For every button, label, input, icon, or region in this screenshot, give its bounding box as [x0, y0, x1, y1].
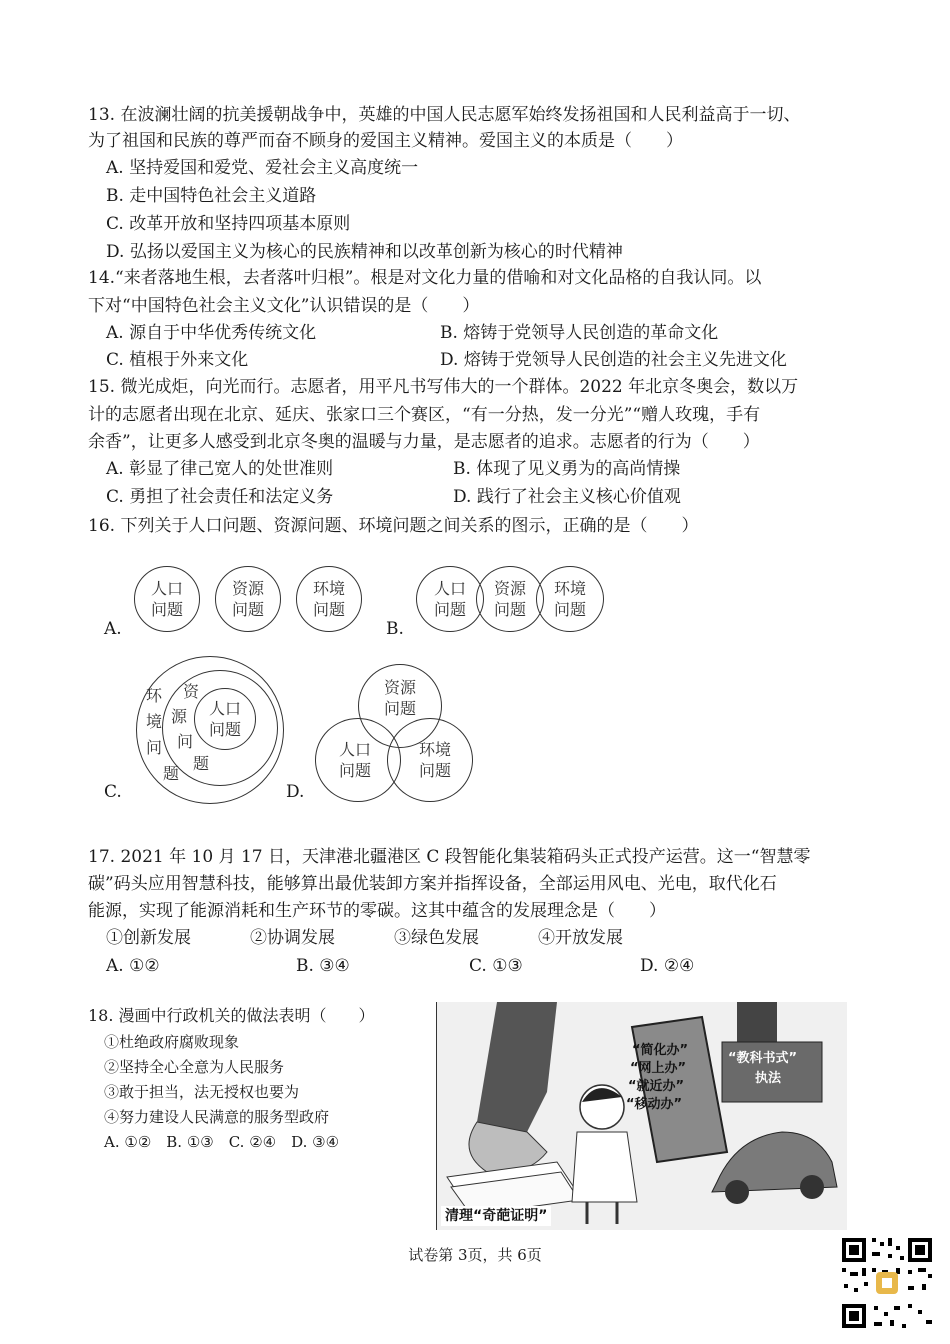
- q18-item-2: ②坚持全心全意为人民服务: [104, 1058, 285, 1076]
- q17-item-1: ①创新发展: [106, 928, 191, 948]
- diagram-c-res-text-4: 题: [192, 754, 209, 773]
- q18-item-4: ④努力建设人民满意的服务型政府: [104, 1108, 330, 1126]
- q14-stem-line1: 14.“来者落地生根，去者落叶归根”。根是对文化力量的借喻和对文化品格的自我认同。以: [88, 268, 762, 288]
- q17-option-d[interactable]: D. ②④: [640, 956, 695, 976]
- diagram-c-env-text-1: 环: [145, 686, 162, 705]
- q14-option-d[interactable]: D. 熔铸于党领导人民创造的社会主义先进文化: [440, 350, 787, 370]
- q13-stem-line1: 13. 在波澜壮阔的抗美援朝战争中，英雄的中国人民志愿军始终发扬祖国和人民利益高于一切、: [88, 105, 801, 125]
- q16-stem: 16. 下列关于人口问题、资源问题、环境问题之间关系的图示，正确的是（ ）: [88, 516, 699, 536]
- q13-option-c[interactable]: C. 改革开放和坚持四项基本原则: [106, 214, 351, 234]
- cartoon-drawing: [437, 1002, 847, 1230]
- q17-item-2: ②协调发展: [250, 928, 335, 948]
- q16-label-b[interactable]: B.: [386, 619, 404, 639]
- diagram-c-env-text-3: 问: [145, 738, 162, 757]
- q17-stem-line2: 碳”码头应用智慧科技，能够算出最优装卸方案并指挥设备，全部运用风电、光电，取代化石: [88, 874, 777, 894]
- q17-stem-line3: 能源，实现了能源消耗和生产环节的零碳。这其中蕴含的发展理念是（ ）: [88, 901, 666, 921]
- board-text-2: “网上办”: [630, 1061, 687, 1076]
- diagram-b-environment-circle: 环境问题: [536, 566, 604, 632]
- q14-stem-line2: 下对“中国特色社会主义文化”认识错误的是（ ）: [88, 296, 480, 316]
- q15-option-a[interactable]: A. 彰显了律己宽人的处世准则: [106, 459, 334, 479]
- page-footer: 试卷第 3页，共 6页: [408, 1246, 542, 1264]
- q18-options[interactable]: A. ①② B. ①③ C. ②④ D. ③④: [104, 1133, 340, 1151]
- q18-item-3: ③敢于担当，法无授权也要为: [104, 1083, 300, 1101]
- q18-item-1: ①杜绝政府腐败现象: [104, 1033, 240, 1051]
- q14-option-c[interactable]: C. 植根于外来文化: [106, 350, 249, 370]
- q18-stem: 18. 漫画中行政机关的做法表明（ ）: [88, 1006, 375, 1025]
- diagram-b-population-circle: 人口问题: [416, 566, 484, 632]
- diagram-c-res-text-1: 资: [182, 682, 199, 701]
- sign-text-line2: 执法: [755, 1071, 782, 1086]
- q16-label-c[interactable]: C.: [104, 782, 122, 802]
- diagram-c-res-text-3: 问: [176, 732, 193, 751]
- q17-option-b[interactable]: B. ③④: [296, 956, 350, 976]
- diagram-d-resource-circle: 资源问题: [358, 664, 442, 748]
- cartoon-caption: 清理“奇葩证明”: [441, 1206, 551, 1226]
- board-text-4: “移动办”: [626, 1097, 683, 1112]
- q15-option-b[interactable]: B. 体现了见义勇为的高尚情操: [453, 459, 681, 479]
- qr-code-icon[interactable]: [838, 1234, 936, 1332]
- q13-option-a[interactable]: A. 坚持爱国和爱党、爱社会主义高度统一: [106, 158, 419, 178]
- q13-option-b[interactable]: B. 走中国特色社会主义道路: [106, 186, 317, 206]
- diagram-a-resource-circle: 资源问题: [215, 566, 281, 632]
- diagram-c-env-text-2: 境: [145, 712, 162, 731]
- q15-stem-line3: 余香”，让更多人感受到北京冬奥的温暖与力量，是志愿者的追求。志愿者的行为（ ）: [88, 432, 760, 452]
- q13-stem-line2: 为了祖国和民族的尊严而奋不顾身的爱国主义精神。爱国主义的本质是（ ）: [88, 131, 683, 151]
- q15-option-c[interactable]: C. 勇担了社会责任和法定义务: [106, 487, 334, 507]
- q15-stem-line1: 15. 微光成炬，向光而行。志愿者，用平凡书写伟大的一个群体。2022 年北京冬奥会，数以万: [88, 377, 799, 397]
- q17-item-3: ③绿色发展: [394, 928, 479, 948]
- q18-cartoon: [436, 1002, 847, 1230]
- q17-option-c[interactable]: C. ①③: [469, 956, 523, 976]
- board-text-3: “就近办”: [628, 1079, 685, 1094]
- sign-text-line1: “教科书式”: [728, 1051, 798, 1066]
- diagram-c-population-circle: 人口问题: [194, 688, 256, 750]
- q16-label-a[interactable]: A.: [104, 619, 122, 639]
- q13-option-d[interactable]: D. 弘扬以爱国主义为核心的民族精神和以改革创新为核心的时代精神: [106, 242, 623, 262]
- q16-label-d[interactable]: D.: [286, 782, 305, 802]
- diagram-a-environment-circle: 环境问题: [296, 566, 362, 632]
- q14-option-a[interactable]: A. 源自于中华优秀传统文化: [106, 323, 317, 343]
- diagram-c-res-text-2: 源: [170, 707, 187, 726]
- q17-option-a[interactable]: A. ①②: [106, 956, 160, 976]
- q17-item-4: ④开放发展: [538, 928, 623, 948]
- diagram-d-population-circle: 人口问题: [315, 718, 401, 802]
- diagram-c-env-text-4: 题: [162, 764, 179, 783]
- board-text-1: “简化办”: [632, 1043, 689, 1058]
- q15-option-d[interactable]: D. 践行了社会主义核心价值观: [453, 487, 681, 507]
- diagram-b-resource-circle: 资源问题: [476, 566, 544, 632]
- q15-stem-line2: 计的志愿者出现在北京、延庆、张家口三个赛区，“有一分热，发一分光”“赠人玫瑰，手有: [88, 405, 761, 425]
- diagram-d-environment-circle: 环境问题: [387, 718, 473, 802]
- diagram-a-population-circle: 人口问题: [134, 566, 200, 632]
- q14-option-b[interactable]: B. 熔铸于党领导人民创造的革命文化: [440, 323, 719, 343]
- q17-stem-line1: 17. 2021 年 10 月 17 日，天津港北疆港区 C 段智能化集装箱码头正式投产运营。这一“智慧零: [88, 847, 811, 867]
